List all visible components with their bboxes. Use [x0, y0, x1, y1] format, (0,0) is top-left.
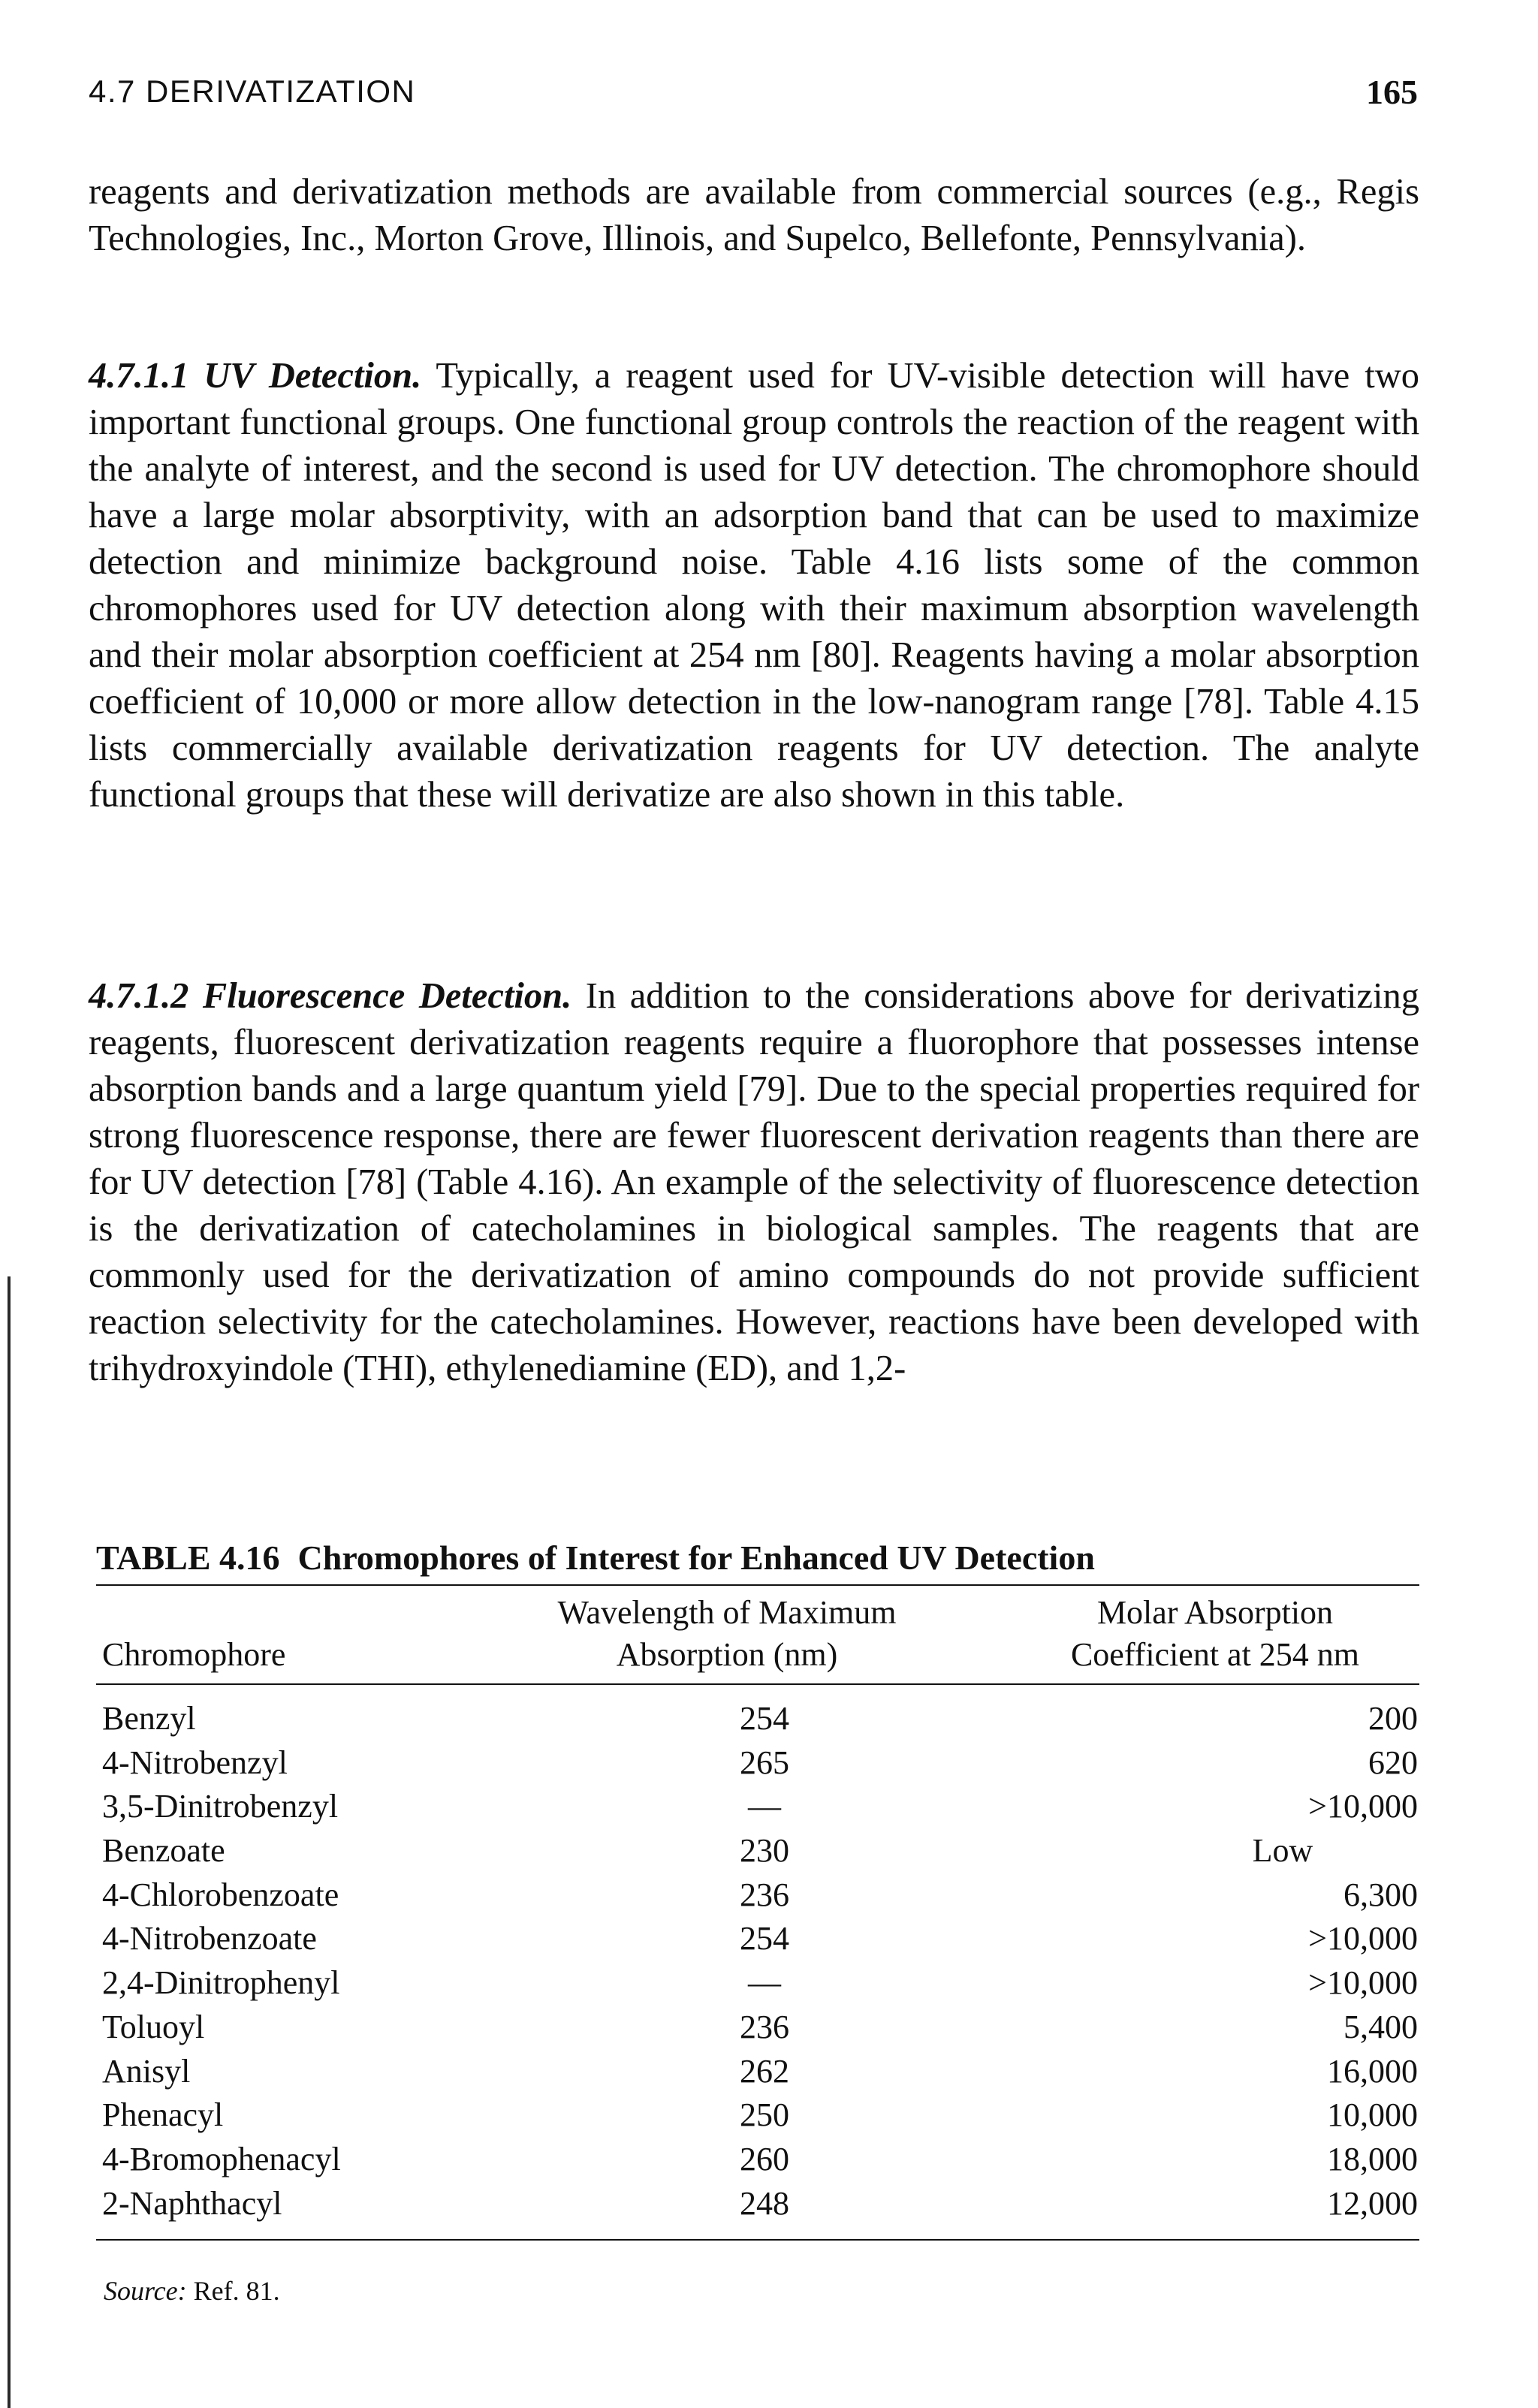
paragraph-intro: reagents and derivatization methods are available from commercial sources (e.g., Regis Technologies, Inc., Morton Grove, Illinois, and Supelco, Bellefonte, Pennsylvania).	[89, 172, 1419, 258]
cell-chromophore: Anisyl	[102, 2052, 191, 2090]
table-row	[96, 2182, 1419, 2226]
cell-chromophore: 4-Nitrobenzyl	[102, 1743, 288, 1781]
running-head	[89, 74, 1418, 119]
column-header-chromophore: Chromophore	[102, 1636, 286, 1673]
table-body	[96, 1685, 1419, 2239]
paragraph-fluorescence-detection	[89, 973, 1419, 1392]
cell-chromophore: 2-Naphthacyl	[102, 2184, 282, 2222]
column-header-wavelength-line2: Absorption (nm)	[616, 1636, 838, 1673]
table-title: Chromophores of Interest for Enhanced UV Detection	[297, 1539, 1095, 1577]
cell-wavelength: 254	[740, 1920, 789, 1957]
table-row	[96, 1917, 1419, 1961]
column-header-molar-line2: Coefficient at 254 nm	[1070, 1636, 1360, 1673]
cell-wavelength: 236	[740, 2008, 789, 2045]
cell-molar-coefficient: 5,400	[1343, 2008, 1418, 2045]
page-number: 165	[1366, 73, 1418, 111]
paragraph-fluorescence-text: In addition to the considerations above for derivatizing reagents, fluorescent derivatization reagents require a fluorophore that possesses intense absorption bands and a large quantum yield [79]. Due to the special properties required for strong fluorescence response, there are fewer fluorescent derivation reagents than there are for UV detection [78] (Table 4.16). An example of the selectivity of fluorescence detection is the derivatization of catecholamines in biological samples. The reagents that are commonly used for the derivatization of amino compounds do not provide sufficient reaction selectivity for the catecholamines. However, reactions have been developed with trihydroxyindole (THI), ethylenediamine (ED), and 1,2-	[89, 976, 1420, 1388]
cell-chromophore: Phenacyl	[102, 2096, 224, 2134]
table-row	[96, 1961, 1419, 2006]
table-4-16	[96, 1538, 1419, 2307]
cell-molar-coefficient: 16,000	[1327, 2052, 1418, 2090]
cell-molar-coefficient: 620	[1368, 1743, 1418, 1781]
table-row	[96, 1873, 1419, 1918]
cell-chromophore: 4-Chlorobenzoate	[102, 1876, 339, 1913]
column-header-molar-line1: Molar Absorption	[1096, 1594, 1334, 1631]
paragraph-uv-text: Typically, a reagent used for UV-visible detection will have two important functional groups. One functional group controls the reaction of the reagent with the analyte of interest, and the second is used for UV detection. The chromophore should have a large molar absorptivity, with an adsorption band that can be used to maximize detection and minimize background noise. Table 4.16 lists some of the common chromophores used for UV detection along with their maximum absorption wavelength and their molar absorption coefficient at 254 nm [80]. Reagents having a molar absorption coefficient of 10,000 or more allow detection in the low-nanogram range [78]. Table 4.15 lists commercially available derivatization reagents for UV detection. The analyte functional groups that these will derivatize are also shown in this table.	[89, 356, 1420, 815]
section-title-fluorescence: Fluorescence Detection.	[202, 976, 572, 1016]
cell-molar-coefficient: >10,000	[1308, 1964, 1418, 2002]
table-row	[96, 2050, 1419, 2094]
cell-wavelength: 265	[740, 1743, 789, 1781]
table-row	[96, 1697, 1419, 1741]
table-source	[96, 2275, 1419, 2307]
section-number-fluorescence: 4.7.1.2	[89, 976, 189, 1016]
table-row	[96, 1741, 1419, 1786]
cell-molar-coefficient: 18,000	[1327, 2140, 1418, 2177]
table-row	[96, 1829, 1419, 1873]
table-row	[96, 2093, 1419, 2138]
cell-molar-coefficient: 10,000	[1327, 2096, 1418, 2134]
cell-wavelength: —	[748, 1788, 781, 1825]
source-text: Ref. 81.	[193, 2276, 280, 2307]
cell-wavelength: 254	[740, 1700, 789, 1737]
cell-chromophore: 4-Bromophenacyl	[102, 2140, 341, 2177]
table-row	[96, 1785, 1419, 1829]
table-row	[96, 2138, 1419, 2182]
cell-chromophore: 3,5-Dinitrobenzyl	[102, 1788, 339, 1825]
table-label: TABLE 4.16	[96, 1539, 280, 1577]
cell-chromophore: 2,4-Dinitrophenyl	[102, 1964, 340, 2002]
source-label: Source:	[104, 2276, 187, 2307]
table-caption	[96, 1538, 1419, 1584]
cell-chromophore: Toluoyl	[102, 2008, 205, 2045]
section-number-uv: 4.7.1.1	[89, 356, 189, 396]
cell-molar-coefficient: 6,300	[1343, 1876, 1418, 1913]
cell-wavelength: 248	[740, 2184, 789, 2222]
cell-wavelength: 250	[740, 2096, 789, 2134]
cell-wavelength: 236	[740, 1876, 789, 1913]
cell-chromophore: Benzoate	[102, 1832, 225, 1870]
cell-chromophore: 4-Nitrobenzoate	[102, 1920, 317, 1957]
section-title-uv: UV Detection.	[204, 356, 422, 396]
table-bottom-rule	[96, 2239, 1419, 2241]
cell-wavelength: 262	[740, 2052, 789, 2090]
column-header-molar	[1012, 1592, 1418, 1676]
paragraph-uv-detection	[89, 353, 1419, 818]
table-row	[96, 2006, 1419, 2050]
cell-chromophore: Benzyl	[102, 1700, 196, 1737]
cell-wavelength: —	[748, 1964, 781, 2002]
cell-molar-coefficient: 200	[1368, 1700, 1418, 1737]
column-header-wavelength-line1: Wavelength of Maximum	[557, 1594, 897, 1631]
cell-molar-coefficient: >10,000	[1308, 1788, 1418, 1825]
cell-wavelength: 260	[740, 2140, 789, 2177]
cell-wavelength: 230	[740, 1832, 789, 1870]
table-header	[96, 1586, 1419, 1683]
cell-molar-coefficient: 12,000	[1327, 2184, 1418, 2222]
cell-molar-coefficient: Low	[1252, 1832, 1313, 1870]
section-header: 4.7 DERIVATIZATION	[89, 74, 416, 109]
column-header-wavelength	[517, 1592, 937, 1676]
cell-molar-coefficient: >10,000	[1308, 1920, 1418, 1957]
page-edge-shadow	[8, 1276, 11, 2408]
